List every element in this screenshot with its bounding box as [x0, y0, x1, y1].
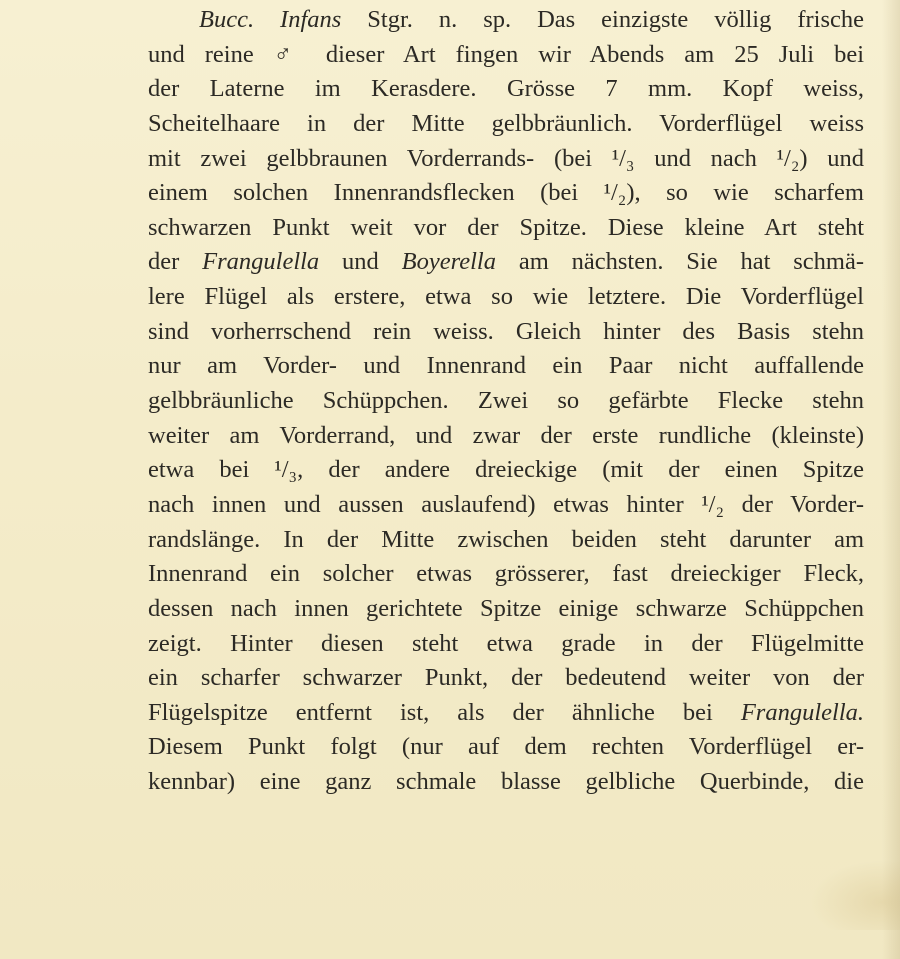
- text-run: einem solchen Innenrandsflecken (bei ¹/₂), so wie scharfem: [148, 179, 864, 207]
- text-run: nach innen und aussen auslaufend) etwas hinter ¹/₂ der Vorder-: [148, 490, 864, 518]
- text-line: [148, 592, 864, 627]
- text-run: schwarzen Punkt weit vor der Spitze. Diese kleine Art steht: [148, 213, 864, 241]
- text-line: [148, 315, 864, 350]
- text-run: am nächsten. Sie hat schmä-: [495, 248, 864, 276]
- text-run: zeigt. Hinter diesen steht etwa grade in der Flügelmitte: [148, 629, 864, 657]
- species-description-paragraph: [148, 3, 864, 800]
- text-line: [148, 211, 864, 246]
- text-line: [148, 176, 864, 211]
- text-run: ein scharfer schwarzer Punkt, der bedeutend weiter von der: [148, 664, 864, 692]
- text-line: [148, 557, 864, 592]
- italic-species-name: Bucc. Infans: [199, 6, 342, 33]
- text-run: kennbar) eine ganz schmale blasse gelbliche Querbinde, die: [148, 768, 864, 796]
- text-run: etwa bei ¹/₃, der andere dreieckige (mit der einen Spitze: [148, 456, 864, 484]
- text-line: [148, 38, 864, 73]
- text-run: mit zwei gelbbraunen Vorderrands- (bei ¹/₃ und nach ¹/₂) und: [148, 144, 864, 172]
- text-line: [148, 627, 864, 662]
- text-run: der: [148, 248, 203, 276]
- text-line: [148, 349, 864, 384]
- text-line: [148, 453, 864, 488]
- italic-species-name: Boyerella: [401, 248, 496, 276]
- text-run: randslänge. In der Mitte zwischen beiden steht darunter am: [148, 525, 864, 553]
- page-edge-shadow: [882, 0, 900, 959]
- text-line: [148, 765, 864, 800]
- text-run: nur am Vorder- und Innenrand ein Paar nicht auffallende: [148, 352, 864, 380]
- text-run: und reine ♂ dieser Art fingen wir Abends am 25 Juli bei: [148, 40, 864, 68]
- text-line: [148, 696, 864, 731]
- text-run: sind vorherrschend rein weiss. Gleich hinter des Basis stehn: [148, 317, 864, 345]
- text-line: [148, 280, 864, 315]
- text-run: Innenrand ein solcher etwas grösserer, fast dreieckiger Fleck,: [148, 560, 864, 588]
- text-run: Flügelspitze entfernt ist, als der ähnliche bei: [148, 698, 741, 726]
- text-run: der Laterne im Kerasdere. Grösse 7 mm. Kopf weiss,: [148, 75, 864, 103]
- text-line: [148, 419, 864, 454]
- text-run: lere Flügel als erstere, etwa so wie letztere. Die Vorderflügel: [148, 283, 864, 311]
- text-line: [148, 730, 864, 765]
- text-line: [148, 142, 864, 177]
- text-line: [148, 488, 864, 523]
- text-run: Stgr. n. sp. Das einzigste völlig frische: [341, 6, 864, 33]
- text-run: Scheitelhaare in der Mitte gelbbräunlich. Vorderflügel weiss: [148, 109, 864, 137]
- text-line: [148, 661, 864, 696]
- text-line: [148, 245, 864, 280]
- text-line: [148, 3, 864, 38]
- text-line: [148, 523, 864, 558]
- italic-species-name: Frangulella: [202, 248, 320, 276]
- text-run: dessen nach innen gerichtete Spitze einige schwarze Schüppchen: [148, 594, 864, 622]
- text-run: und: [319, 248, 402, 276]
- text-run: Diesem Punkt folgt (nur auf dem rechten Vorderflügel er-: [148, 733, 864, 761]
- text-run: gelbbräunliche Schüppchen. Zwei so gefärbte Flecke stehn: [148, 387, 864, 415]
- text-line: [148, 72, 864, 107]
- text-line: [148, 107, 864, 142]
- text-run: weiter am Vorderrand, und zwar der erste rundliche (kleinste): [148, 421, 864, 449]
- paper-stain: [810, 860, 900, 930]
- italic-species-name: Frangulella.: [740, 698, 864, 726]
- text-line: [148, 384, 864, 419]
